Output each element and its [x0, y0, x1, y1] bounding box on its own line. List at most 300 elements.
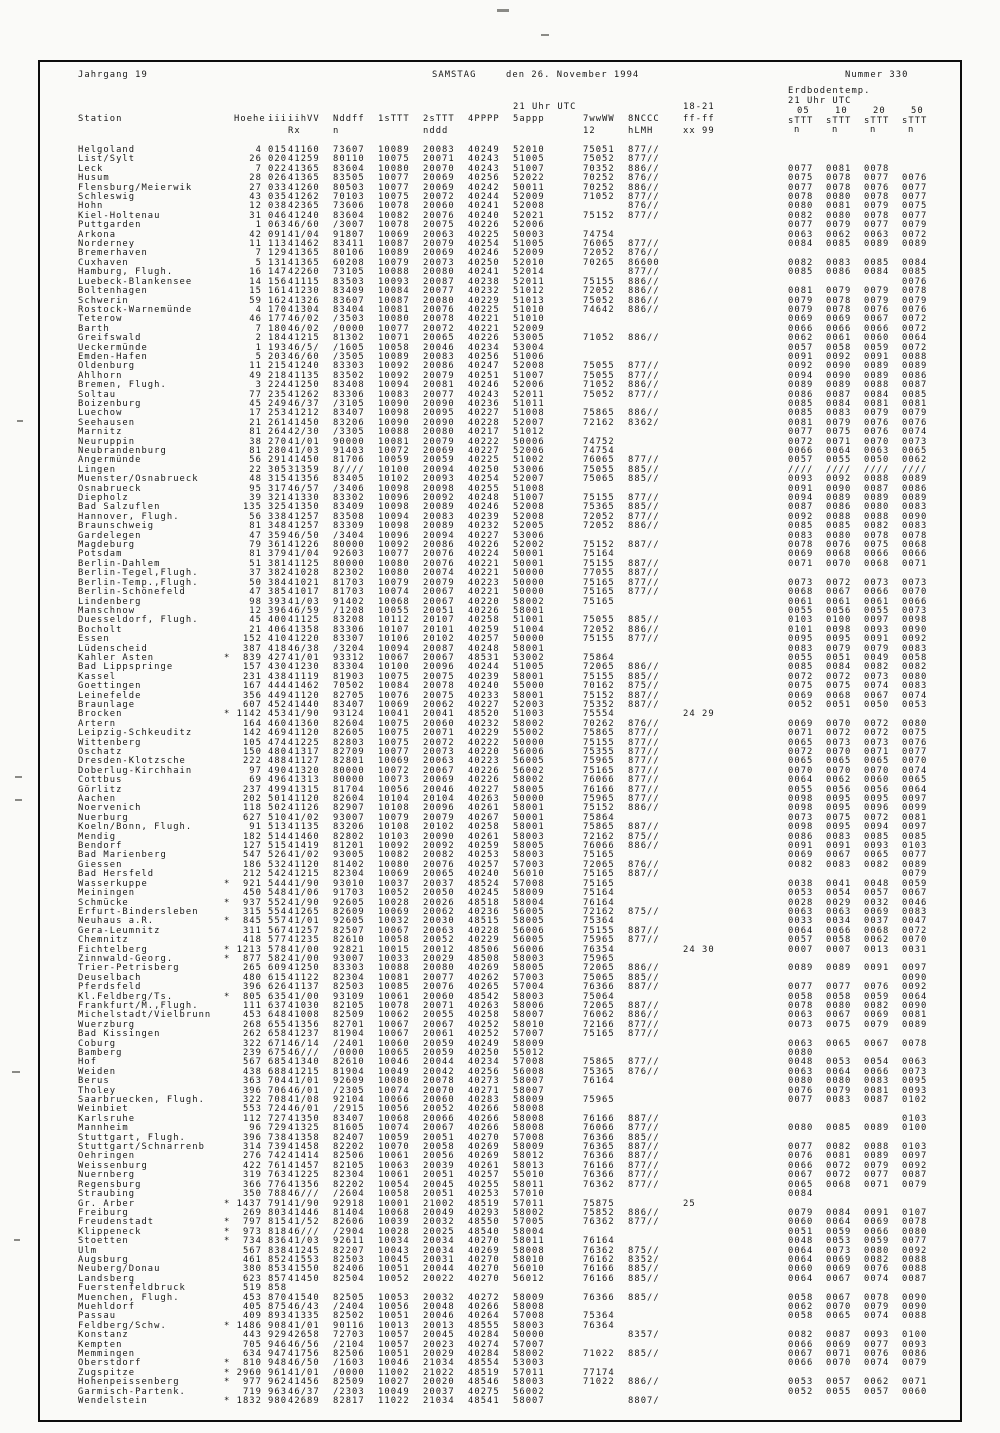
cell: 0067 — [826, 1292, 852, 1303]
cell: 0065 — [826, 1311, 852, 1322]
cell: 10092 — [378, 370, 410, 381]
cell: 0100 — [902, 1330, 928, 1341]
cell: 55010 — [513, 1170, 545, 1181]
cell: 0090 — [902, 1292, 928, 1303]
cell: 0075 — [902, 201, 928, 212]
cell: 46/59 — [288, 605, 320, 616]
cell: 41/00 — [288, 991, 320, 1002]
cell: 46/37 — [288, 398, 320, 409]
cell: 0057 — [788, 935, 814, 946]
cell: 71052 — [583, 192, 615, 203]
cell: 567 — [242, 1057, 262, 1068]
cell: 82817 — [333, 1396, 365, 1407]
cell: 41462 — [288, 681, 320, 692]
cell: 58001 — [513, 643, 545, 654]
cell: 48506 — [468, 944, 500, 955]
cell: Luechow — [78, 408, 123, 419]
cell: Trier-Petrisberg — [78, 963, 180, 974]
cell: 20029 — [423, 953, 455, 964]
cell: 48555 — [468, 1320, 500, 1331]
cell: 0082 — [864, 662, 890, 673]
cell: 75052 — [583, 389, 615, 400]
cell: 876// — [628, 201, 660, 212]
cell: 0073 — [864, 577, 890, 588]
cell: Wasserkuppe — [78, 878, 148, 889]
cell: 10089 — [378, 145, 410, 155]
cell: 438 — [242, 1066, 262, 1077]
cell — [683, 202, 788, 211]
cell: 177 — [268, 314, 288, 325]
cell: 40252 — [468, 1029, 500, 1040]
cell: 41215 — [288, 1066, 320, 1077]
cell: 10069 — [378, 756, 410, 767]
cell: 0074 — [902, 765, 928, 776]
cell: 20067 — [423, 1123, 455, 1134]
cell: ff-ff — [683, 114, 715, 124]
cell: Augsburg — [78, 1254, 129, 1265]
cell: 877// — [628, 935, 660, 946]
cell: 40227 — [468, 530, 500, 541]
cell — [224, 1275, 234, 1284]
cell: 58009 — [513, 1038, 545, 1049]
cell: 40283 — [468, 1095, 500, 1106]
cell: 20083 — [423, 511, 455, 522]
cell: 885// — [628, 502, 660, 513]
cell: 0073 — [826, 737, 852, 748]
cell: Artern — [78, 718, 117, 729]
cell: 838 — [268, 1245, 288, 1256]
cell: 224 — [268, 380, 288, 391]
cell: 0072 — [826, 577, 852, 588]
cell: /2404 — [333, 1301, 365, 1312]
cell: 0092 — [826, 474, 852, 485]
cell — [683, 249, 788, 258]
cell: 75965 — [583, 953, 615, 964]
cell: * — [224, 991, 231, 1002]
cell — [224, 607, 234, 616]
cell — [683, 391, 788, 400]
cell: 10068 — [378, 596, 410, 607]
cell — [513, 126, 583, 138]
cell: 75165 — [583, 869, 615, 880]
cell: 2sTTT — [423, 114, 455, 124]
cell: 0083 — [902, 502, 928, 513]
cell: 0107 — [902, 1207, 928, 1218]
cell: 46/5/ — [288, 342, 320, 353]
cell: 0081 — [826, 201, 852, 212]
cell: 10037 — [378, 878, 410, 889]
cell: 40234 — [468, 1057, 500, 1068]
cell: 52007 — [513, 417, 545, 428]
cell: 75165 — [583, 1029, 615, 1040]
cell: 142 — [242, 728, 262, 739]
cell: 10057 — [378, 1339, 410, 1350]
cell: 58008 — [513, 1104, 545, 1115]
cell — [683, 344, 788, 353]
cell: 75155 — [583, 558, 615, 569]
cell — [583, 315, 628, 324]
cell: 0054 — [864, 1057, 890, 1068]
cell — [628, 1359, 683, 1368]
cell — [224, 579, 234, 588]
cell: 734 — [242, 1236, 262, 1247]
cell: 0057 — [864, 1386, 890, 1397]
cell: * — [224, 652, 231, 663]
cell: 7 — [255, 248, 262, 259]
cell: 10045 — [378, 1254, 410, 1265]
cell: 82801 — [333, 756, 365, 767]
cell: 0098 — [902, 615, 928, 626]
cell — [683, 447, 788, 456]
cell: 0083 — [826, 1095, 852, 1106]
cell: 557 — [268, 916, 288, 927]
cell: 40221 — [468, 558, 500, 569]
cell: 82202 — [333, 1179, 365, 1190]
cell: * — [224, 916, 231, 927]
cell: 322 — [242, 1095, 262, 1106]
cell — [683, 663, 788, 672]
cell: 40225 — [468, 455, 500, 466]
cell: 20067 — [423, 587, 455, 598]
cell — [683, 1247, 788, 1256]
cell: 10046 — [378, 1057, 410, 1068]
cell: 0064 — [788, 1254, 814, 1265]
cell: 0068 — [826, 549, 852, 560]
cell: 0073 — [864, 737, 890, 748]
cell — [224, 692, 234, 701]
cell: Meiningen — [78, 888, 136, 899]
cell: 10069 — [378, 699, 410, 710]
cell: Noervenich — [78, 803, 142, 814]
cell: 877// — [628, 192, 660, 203]
cell — [683, 278, 788, 287]
cell — [628, 645, 683, 654]
cell: 40270 — [468, 1254, 500, 1265]
cell: 42365 — [288, 201, 320, 212]
cell: 1sTTT — [378, 114, 410, 124]
cell: Fichtelberg — [78, 944, 148, 955]
cell: 70352 — [583, 163, 615, 174]
cell: 58002 — [513, 718, 545, 729]
cell: 40269 — [468, 963, 500, 974]
cell: 0076 — [902, 417, 928, 428]
cell — [224, 767, 234, 776]
cell: Lindenberg — [78, 596, 142, 607]
cell: 20079 — [423, 812, 455, 823]
cell: 76164 — [583, 897, 615, 908]
cell: 0073 — [788, 577, 814, 588]
cell: 0063 — [788, 1066, 814, 1077]
cell — [683, 306, 788, 315]
cell: 41450 — [288, 1273, 320, 1284]
cell: Weinbiet — [78, 1104, 129, 1115]
cell: 20079 — [423, 577, 455, 588]
cell: 40258 — [468, 1010, 500, 1021]
cell: 0090 — [826, 483, 852, 494]
cell: 52010 — [513, 257, 545, 268]
cell — [224, 851, 234, 860]
cell: 41358 — [288, 1132, 320, 1143]
cell: 10098 — [378, 408, 410, 419]
cell: 10056 — [378, 784, 410, 795]
cell: 0082 — [788, 257, 814, 268]
cell: 40255 — [468, 1179, 500, 1190]
cell: 0066 — [788, 323, 814, 334]
cell: 83604 — [333, 210, 365, 221]
cell: 0094 — [788, 370, 814, 381]
cell — [224, 720, 234, 729]
cell: 0090 — [902, 1301, 928, 1312]
cell — [628, 1228, 683, 1237]
cell: 0077 — [788, 182, 814, 193]
cell — [224, 748, 234, 757]
cell: 58007 — [513, 1396, 545, 1407]
cell: 75965 — [583, 1095, 615, 1106]
cell: 0066 — [788, 446, 814, 456]
cell — [788, 114, 826, 126]
cell: 82207 — [333, 1245, 365, 1256]
cell: 253 — [268, 408, 288, 419]
cell: 20080 — [423, 427, 455, 438]
cell: 40222 — [468, 737, 500, 748]
cell — [683, 748, 788, 757]
cell: 75164 — [583, 549, 615, 560]
cell: 0085 — [788, 662, 814, 673]
cell: Kiel-Holtenau — [78, 210, 161, 221]
cell — [683, 1105, 788, 1114]
cell — [224, 1058, 234, 1067]
cell: 202 — [242, 794, 262, 805]
cell: /0000 — [333, 1367, 365, 1378]
cell: 0055 — [788, 784, 814, 795]
cell: 40232 — [468, 286, 500, 297]
cell: 20071 — [423, 1000, 455, 1011]
cell: 0057 — [788, 455, 814, 466]
cell: 40246 — [468, 502, 500, 513]
cell: 0064 — [826, 1066, 852, 1077]
cell: 41120 — [288, 794, 320, 805]
cell: 10067 — [378, 1019, 410, 1030]
cell: 438 — [268, 671, 288, 682]
cell — [864, 1397, 902, 1406]
cell: 0071 — [826, 436, 852, 447]
cell — [224, 739, 234, 748]
cell — [683, 428, 788, 437]
cell: 215 — [268, 361, 288, 372]
cell: 0088 — [864, 1142, 890, 1153]
cell: 405 — [242, 1301, 262, 1312]
soil-code: sTTT — [826, 115, 852, 126]
cell: 763 — [268, 1170, 288, 1181]
cell: 70265 — [583, 257, 615, 268]
cell: 0072 — [864, 718, 890, 729]
cell: 20032 — [423, 1217, 455, 1228]
cell: 0075 — [826, 681, 852, 692]
cell: 11022 — [378, 1396, 410, 1407]
cell: * — [224, 1396, 231, 1407]
cell: 567 — [268, 925, 288, 936]
cell: 10094 — [378, 380, 410, 391]
cell: 0065 — [902, 775, 928, 786]
cell: 49 — [249, 370, 262, 381]
cell: 0071 — [788, 728, 814, 739]
cell: 75865 — [583, 728, 615, 739]
cell — [683, 1011, 788, 1020]
cell — [683, 325, 788, 334]
cell: 0069 — [788, 718, 814, 729]
cell: 262 — [242, 1029, 262, 1040]
cell: Frankfurt/M.,Flugh. — [78, 1000, 199, 1011]
table-row — [78, 146, 934, 155]
cell: 0062 — [864, 1377, 890, 1388]
cell: 0048 — [864, 878, 890, 889]
cell: 40217 — [468, 427, 500, 438]
cell: 8//// — [333, 464, 365, 475]
cell — [683, 1134, 788, 1143]
cell: Barth — [78, 323, 110, 334]
cell: 20093 — [423, 474, 455, 485]
cell: 46/02 — [288, 323, 320, 334]
cell: 131 — [268, 257, 288, 268]
cell: 51005 — [513, 239, 545, 250]
cell — [224, 1021, 234, 1030]
cell: 797 — [242, 1217, 262, 1228]
cell: 0072 — [826, 1160, 852, 1171]
cell: 239 — [242, 1048, 262, 1058]
cell: Nuerburg — [78, 812, 129, 823]
cell: 0079 — [864, 1160, 890, 1171]
cell: 0098 — [788, 803, 814, 814]
cell: 607 — [242, 699, 262, 710]
cell: 887// — [628, 925, 660, 936]
cell: 41326 — [288, 295, 320, 306]
cell: Erfurt-Bindersleben — [78, 906, 199, 917]
cell: 52011 — [513, 389, 545, 400]
cell: 52009 — [513, 248, 545, 259]
cell: 76362 — [583, 1245, 615, 1256]
cell: 877// — [628, 1029, 660, 1040]
cell — [224, 776, 234, 785]
cell: 0085 — [788, 408, 814, 419]
cell: 10082 — [378, 850, 410, 861]
cell: 48508 — [468, 953, 500, 964]
table-row — [78, 1105, 934, 1114]
cell: 75965 — [583, 794, 615, 805]
cell: 40270 — [468, 1236, 500, 1247]
cell: Hohn — [78, 201, 104, 212]
cell: 0065 — [864, 850, 890, 861]
cell: 887// — [628, 540, 660, 551]
cell: 72065 — [583, 859, 615, 870]
cell: 92918 — [333, 1198, 365, 1209]
cell: 58010 — [513, 1019, 545, 1030]
cell — [902, 126, 934, 138]
cell — [628, 102, 683, 114]
cell — [683, 362, 788, 371]
cell: 0082 — [864, 1254, 890, 1265]
cell: 51012 — [513, 286, 545, 297]
cell: 0066 — [864, 587, 890, 598]
cell — [683, 598, 788, 607]
cell — [683, 193, 788, 202]
cell: 40249 — [468, 1038, 500, 1049]
cell: 0093 — [902, 1085, 928, 1096]
cell: 0084 — [864, 389, 890, 400]
cell: 0065 — [788, 756, 814, 767]
cell: 41320 — [288, 765, 320, 776]
cell: 82907 — [333, 803, 365, 814]
cell: 10074 — [378, 1085, 410, 1096]
cell: 91 — [249, 822, 262, 833]
cell — [224, 494, 234, 503]
cell: 76366 — [583, 1170, 615, 1181]
cell: 40266 — [468, 1104, 500, 1115]
cell: 40228 — [468, 417, 500, 428]
cell: 20089 — [423, 521, 455, 532]
cell: Rostock-Warnemünde — [78, 304, 193, 315]
cell: 0073 — [902, 436, 928, 447]
cell: 0091 — [864, 963, 890, 974]
cell: 50000 — [513, 587, 545, 598]
cell — [683, 541, 788, 550]
cell: 0082 — [864, 859, 890, 870]
cell: 20077 — [423, 972, 455, 983]
cell: 0063 — [864, 229, 890, 240]
cell: Cuxhaven — [78, 257, 129, 268]
cell: 033 — [268, 182, 288, 193]
cell: 48541 — [468, 1396, 500, 1407]
cell: 81706 — [333, 455, 365, 466]
cell: 20074 — [423, 568, 455, 579]
cell: 74754 — [583, 229, 615, 240]
cell: 20045 — [423, 1330, 455, 1341]
cell: 222 — [242, 756, 262, 767]
cell: 76166 — [583, 1273, 615, 1284]
cell — [224, 1331, 234, 1340]
cell: 58002 — [513, 1349, 545, 1359]
cell: 0083 — [788, 530, 814, 541]
cell: 0050 — [864, 455, 890, 466]
cell: 40266 — [468, 1113, 500, 1124]
cell: 41/02 — [288, 850, 320, 861]
cell: 937 — [242, 897, 262, 908]
cell: Hof — [78, 1057, 98, 1068]
cell: 41/01 — [288, 1367, 320, 1378]
cell: 0074 — [902, 427, 928, 438]
cell: 0078 — [864, 1292, 890, 1303]
cell: 50001 — [513, 558, 545, 569]
cell: 0081 — [788, 417, 814, 428]
cell — [683, 353, 788, 362]
cell — [224, 588, 234, 597]
cell — [683, 993, 788, 1002]
cell: 52008 — [513, 502, 545, 513]
cell: 41540 — [288, 1292, 320, 1303]
cell: 0072 — [902, 314, 928, 325]
cell: 350 — [242, 1189, 262, 1200]
cell — [683, 1228, 788, 1237]
cell: 20069 — [423, 248, 455, 259]
cell: 20081 — [423, 380, 455, 391]
cell: Teterow — [78, 314, 123, 325]
cell — [683, 550, 788, 559]
cell: Kahler Asten — [78, 652, 155, 663]
cell — [224, 1181, 234, 1190]
cell: 118 — [242, 803, 262, 814]
cell — [224, 212, 234, 221]
cell: 0089 — [826, 493, 852, 504]
cell: 0070 — [826, 747, 852, 757]
